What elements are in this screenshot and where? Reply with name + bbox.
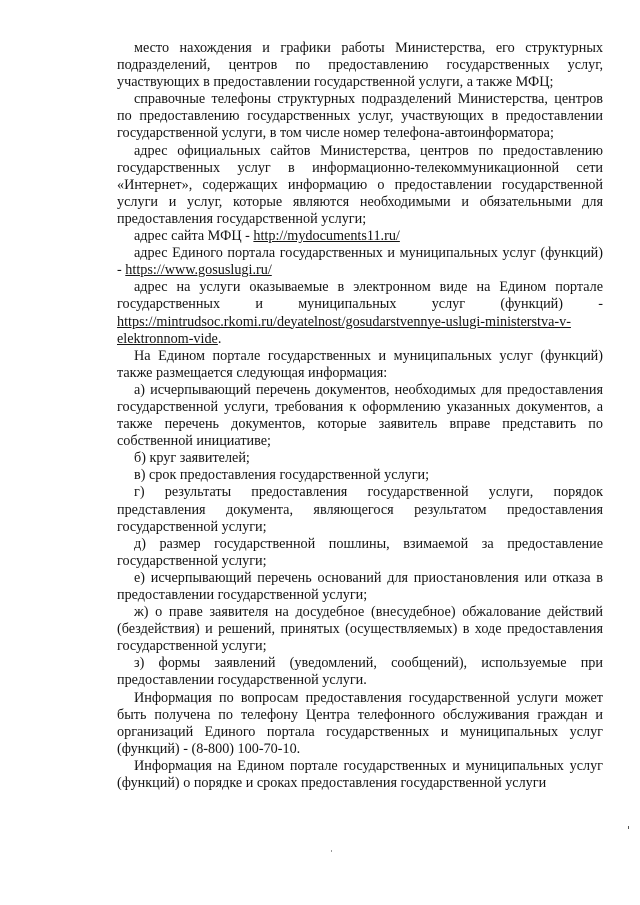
electronic-word: государственных <box>117 296 221 313</box>
electronic-services-link-part2[interactable]: elektronnom-vide <box>117 330 218 347</box>
mfc-site-link[interactable]: http://mydocuments11.ru/ <box>253 228 400 245</box>
paragraph-portal <box>117 245 603 279</box>
paragraph-phones: справочные телефоны структурных подразделений Министерства, центров по предоставлению государственных услуг, участвующих в предоставлении государственной услуги, в том числе номер телефона-автоинформатора; <box>117 91 603 142</box>
electronic-services-link-part1[interactable]: https://mintrudsoc.rkomi.ru/deyatelnost/gosudarstvennye-uslugi-ministerstva-v- <box>117 313 571 330</box>
electronic-word: - <box>598 296 603 313</box>
electronic-word: и <box>255 296 263 313</box>
document-body <box>117 40 603 792</box>
list-item-b: б) круг заявителей; <box>134 450 250 467</box>
electronic-spaced-line <box>117 296 603 313</box>
list-item-a: а) исчерпывающий перечень документов, необходимых для предоставления государственной услуги, требования к оформлению указанных документов, а также перечень документов, которые заявитель вправе представить по собственной инициативе; <box>117 381 603 450</box>
electronic-link-line <box>117 314 603 348</box>
list-item-g: г) результаты предоставления государственной услуги, порядок представления документа, являющегося результатом предоставления государственной услуги; <box>117 484 603 535</box>
list-item-e: е) исчерпывающий перечень оснований для приостановления или отказа в предоставлении государственной услуги; <box>117 569 603 603</box>
mfc-site-label: адрес сайта МФЦ - <box>134 228 254 245</box>
electronic-word: муниципальных <box>298 296 397 313</box>
list-item-d: д) размер государственной пошлины, взимаемой за предоставление государственной услуги; <box>117 535 603 569</box>
paragraph-portal-procedure: Информация на Едином портале государственных и муниципальных услуг (функций) о порядке и сроках предоставления государственной услуги <box>117 757 603 792</box>
electronic-word: услуг <box>431 296 466 313</box>
electronic-word: (функций) <box>500 296 563 313</box>
paragraph-hotline: Информация по вопросам предоставления государственной услуги может быть получена по телефону Центра телефонного обслуживания граждан и организаций Единого портала государственных и муниципальных услуг (функций) - (8-800) 100-70-10. <box>117 689 603 757</box>
list-item-z: з) формы заявлений (уведомлений, сообщений), используемые при предоставлении государственной услуги. <box>117 655 603 689</box>
electronic-end: . <box>217 330 222 347</box>
paragraph-websites: адрес официальных сайтов Министерства, центров по предоставлению государственных услуг в информационно-телекоммуникационной сети «Интернет», содержащих информацию о предоставлении государственной услуги и услуг, которые являются необходимыми и обязательными для предоставления государственной услуги; <box>117 142 603 227</box>
paragraph-electronic: адрес на услуги оказываемые в электронном виде на Едином портале <box>134 279 603 296</box>
list-item-zh: ж) о праве заявителя на досудебное (внесудебное) обжалование действий (бездействия) и решений, принятых (осуществляемых) в ходе предоставления государственной услуги; <box>117 604 603 655</box>
scan-speck <box>628 826 629 829</box>
portal-link[interactable]: https://www.gosuslugi.ru/ <box>125 262 272 279</box>
portal-label: адрес Единого портала государственных и муниципальных услуг (функций) - <box>117 245 603 279</box>
paragraph-locations: место нахождения и графики работы Министерства, его структурных подразделений, центров по предоставлению государственных услуг, участвующих в предоставлении государственной услуги, а также МФЦ; <box>117 40 603 91</box>
list-item-v: в) срок предоставления государственной услуги; <box>134 467 430 484</box>
scan-speck <box>331 850 332 852</box>
paragraph-portal-info: На Едином портале государственных и муниципальных услуг (функций) также размещается следующая информация: <box>117 347 603 381</box>
paragraph-mfc-site <box>117 228 603 245</box>
